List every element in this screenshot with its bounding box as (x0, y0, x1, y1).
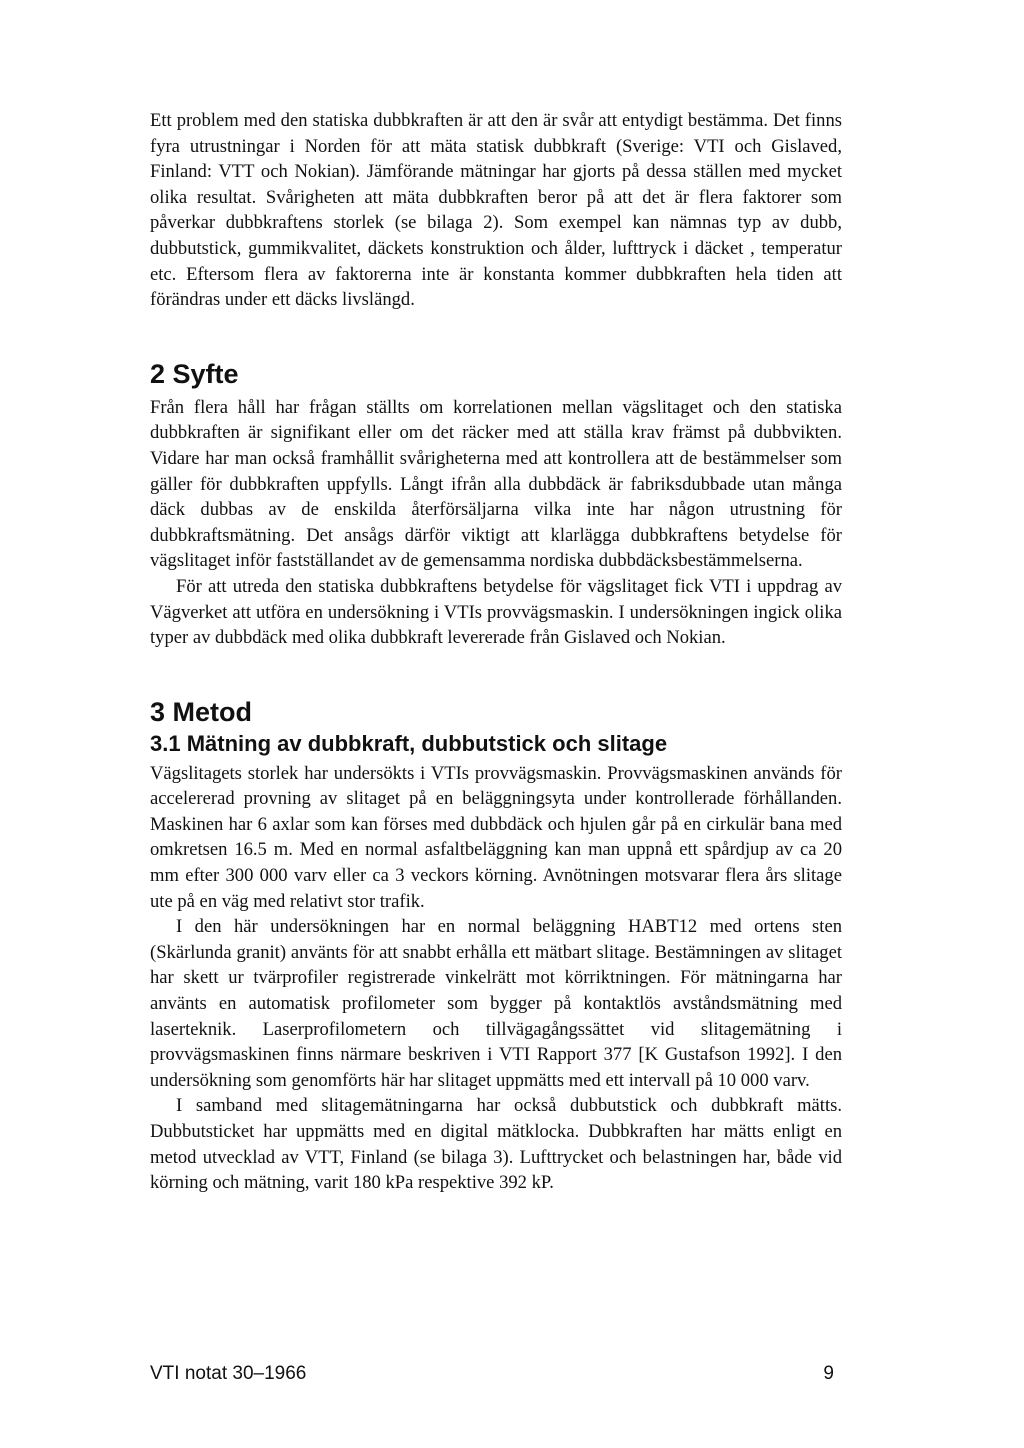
metod-paragraph-1: Vägslitagets storlek har undersökts i VTIs provvägsmaskin. Provvägsmaskinen används för accelererad provning av slitaget på en beläggningsyta under kontrollerade förhållanden. Maskinen har 6 axlar som kan förses med dubbdäck och hjulen går på en cirkulär bana med omkretsen 16.5 m. Med en normal asfaltbeläggning kan man uppnå ett spårdjup av ca 20 mm efter 300 000 varv eller ca 3 veckors körning. Avnötningen motsvarar flera års slitage ute på en väg med relativt stor trafik. (150, 762, 842, 912)
section-heading-metod: 3 Metod (150, 696, 253, 727)
syfte-paragraph-2: För att utreda den statiska dubbkraftens betydelse för vägslitaget fick VTI i uppdrag av Vägverket att utföra en undersökning i VTIs provvägsmaskin. I undersökningen ingick olika typer av dubbdäck med olika dubbkraft levererade från Gislaved och Nokian. (150, 575, 842, 649)
document-page (150, 108, 842, 1196)
intro-paragraph: Ett problem med den statiska dubbkraften är att den är svår att entydigt bestämma. Det finns fyra utrustningar i Norden för att mäta statisk dubbkraft (Sverige: VTI och Gislaved, Finland: VTT och Nokian). Jämförande mätningar har gjorts på dessa ställen med mycket olika resultat. Svårigheten att mäta dubbkraften beror på att det är flera faktorer som påverkar dubbkraftens storlek (se bilaga 2). Som exempel kan nämnas typ av dubb, dubbutstick, gummikvalitet, däckets konstruktion och ålder, lufttryck i däcket , temperatur etc. Eftersom flera av faktorerna inte är konstanta kommer dubbkraften hela tiden att förändras under ett däcks livslängd. (150, 110, 842, 311)
metod-paragraph-2: I den här undersökningen har en normal beläggning HABT12 med ortens sten (Skärlunda granit) använts för att snabbt erhålla ett mätbart slitage. Bestämningen av slitaget har skett ur tvärprofiler registrerade vinkelrätt mot körriktningen. För mätningarna har använts en automatisk profilometer som bygger på kontaktlös avståndsmätning med laserteknik. Laserprofilometern och tillvägagångssättet vid slitagemätning i provvägsmaskinen finns närmare beskriven i VTI Rapport 377 [K Gustafson 1992]. I den undersökning som genomförts här har slitaget uppmätts med ett intervall på 10 000 varv. (150, 916, 842, 1091)
section-heading-syfte: 2 Syfte (150, 358, 239, 389)
footer-report-id: VTI notat 30–1966 (150, 1363, 307, 1384)
metod-paragraph-3: I samband med slitagemätningarna har också dubbutstick och dubbkraft mätts. Dubbutsticket har uppmätts med en digital mätklocka. Dubbkraften har mätts enligt en metod utvecklad av VTT, Finland (se bilaga 3). Lufttrycket och belastningen har, både vid körning och mätning, varit 180 kPa respektive 392 kP. (150, 1095, 842, 1194)
syfte-paragraph-1: Från flera håll har frågan ställts om korrelationen mellan vägslitaget och den statiska dubbkraften är signifikant eller om det räcker med att ställa krav främst på dubbvikten. Vidare har man också framhållit svårigheterna med att kontrollera att de bestämmelser som gäller för dubbkraften uppfylls. Långt ifrån alla dubbdäck är fabriksdubbade utan många däck dubbas av de enskilda återförsäljarna vilka inte har någon utrustning för dubbkraftsmätning. Det ansågs därför viktigt att klarlägga dubbkraftens betydelse för vägslitaget inför fastställandet av de gemensamma nordiska dubbdäcksbestämmelserna. (150, 396, 842, 572)
subsection-heading-matning: 3.1 Mätning av dubbkraft, dubbutstick och slitage (150, 730, 668, 756)
page-number: 9 (823, 1363, 834, 1384)
